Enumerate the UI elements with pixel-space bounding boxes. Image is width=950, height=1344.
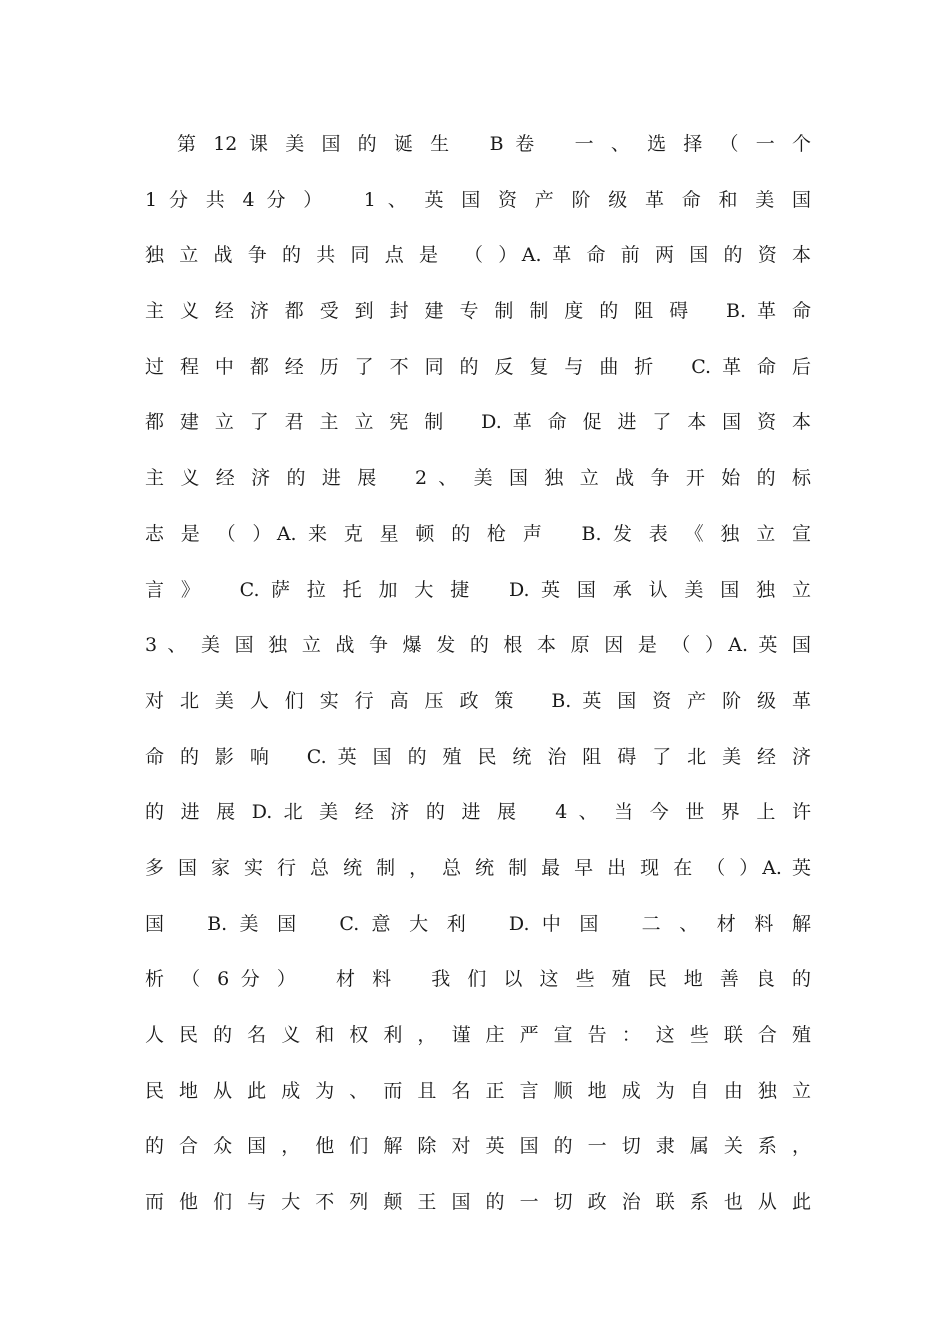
text-line: 1 分 共 4 分 ） 1 、 英 国 资 产 阶 级 革 命 和 美 国 <box>145 188 811 211</box>
text-line: 民 地 从 此 成 为 、 而 且 名 正 言 顺 地 成 为 自 由 独 立 <box>145 1079 811 1102</box>
text-line: 而 他 们 与 大 不 列 颠 王 国 的 一 切 政 治 联 系 也 从 此 <box>145 1191 811 1214</box>
text-line: 言 》 C. 萨 拉 托 加 大 捷 D. 英 国 承 认 美 国 独 立 <box>145 578 811 601</box>
text-line: 的 合 众 国 ， 他 们 解 除 对 英 国 的 一 切 隶 属 关 系 ， <box>145 1135 811 1158</box>
body-text <box>145 117 811 1231</box>
text-line: 多 国 家 实 行 总 统 制 ， 总 统 制 最 早 出 现 在 （ ）A. 英 <box>145 856 811 879</box>
text-line: 3 、 美 国 独 立 战 争 爆 发 的 根 本 原 因 是 （ ）A. 英 国 <box>145 634 811 657</box>
text-line: 命 的 影 响 C. 英 国 的 殖 民 统 治 阻 碍 了 北 美 经 济 <box>145 745 811 768</box>
text-line: 人 民 的 名 义 和 权 利 ， 谨 庄 严 宣 告 ： 这 些 联 合 殖 <box>145 1024 811 1046</box>
text-line: 析 （ 6 分 ） 材 料 我 们 以 这 些 殖 民 地 善 良 的 <box>145 968 811 991</box>
text-line: 志 是 （ ）A. 来 克 星 顿 的 枪 声 B. 发 表 《 独 立 宣 <box>145 522 811 545</box>
text-line: 第 12 课 美 国 的 诞 生 B 卷 一 、 选 择 （ 一 个 <box>177 133 811 155</box>
text-line: 主 义 经 济 的 进 展 2 、 美 国 独 立 战 争 开 始 的 标 <box>145 467 811 490</box>
text-line: 主 义 经 济 都 受 到 封 建 专 制 制 度 的 阻 碍 B. 革 命 <box>145 300 811 323</box>
text-line: 都 建 立 了 君 主 立 宪 制 D. 革 命 促 进 了 本 国 资 本 <box>145 411 811 434</box>
text-line: 对 北 美 人 们 实 行 高 压 政 策 B. 英 国 资 产 阶 级 革 <box>145 689 811 712</box>
text-line: 独 立 战 争 的 共 同 点 是 （ ）A. 革 命 前 两 国 的 资 本 <box>145 244 811 267</box>
text-line: 的 进 展 D. 北 美 经 济 的 进 展 4 、 当 今 世 界 上 许 <box>145 801 811 824</box>
text-line: 国 B. 美 国 C. 意 大 利 D. 中 国 二 、 材 料 解 <box>145 912 811 935</box>
text-line: 过 程 中 都 经 历 了 不 同 的 反 复 与 曲 折 C. 革 命 后 <box>145 355 811 378</box>
